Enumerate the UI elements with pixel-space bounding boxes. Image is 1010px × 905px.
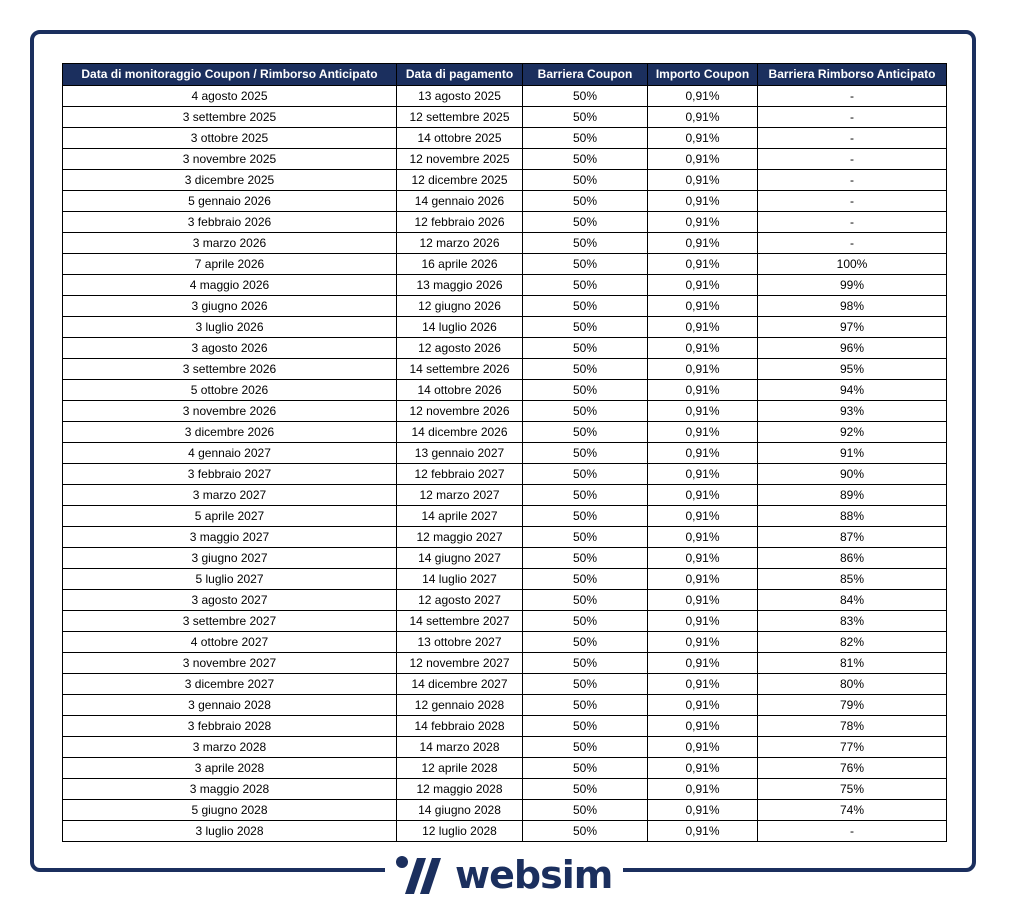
cell-coupon-barrier: 50%: [523, 401, 648, 422]
cell-payment-date: 14 dicembre 2027: [397, 674, 523, 695]
table-row: [63, 506, 947, 527]
cell-coupon-amount: 0,91%: [648, 821, 758, 842]
cell-coupon-amount: 0,91%: [648, 758, 758, 779]
cell-coupon-barrier: 50%: [523, 674, 648, 695]
table-row: [63, 107, 947, 128]
cell-payment-date: 12 maggio 2028: [397, 779, 523, 800]
cell-coupon-amount: 0,91%: [648, 674, 758, 695]
cell-coupon-amount: 0,91%: [648, 737, 758, 758]
cell-early-redemption-barrier: 95%: [758, 359, 947, 380]
cell-monitoring-date: 3 aprile 2028: [63, 758, 397, 779]
cell-monitoring-date: 3 agosto 2027: [63, 590, 397, 611]
logo-text: websim: [455, 853, 613, 897]
table-header-row: [63, 64, 947, 86]
cell-payment-date: 14 gennaio 2026: [397, 191, 523, 212]
cell-payment-date: 13 gennaio 2027: [397, 443, 523, 464]
table-row: [63, 758, 947, 779]
cell-coupon-amount: 0,91%: [648, 716, 758, 737]
cell-coupon-amount: 0,91%: [648, 296, 758, 317]
cell-coupon-barrier: 50%: [523, 569, 648, 590]
cell-monitoring-date: 5 aprile 2027: [63, 506, 397, 527]
cell-coupon-amount: 0,91%: [648, 695, 758, 716]
cell-coupon-amount: 0,91%: [648, 170, 758, 191]
cell-payment-date: 12 agosto 2026: [397, 338, 523, 359]
cell-monitoring-date: 5 ottobre 2026: [63, 380, 397, 401]
cell-monitoring-date: 3 ottobre 2025: [63, 128, 397, 149]
cell-monitoring-date: 4 agosto 2025: [63, 86, 397, 107]
table-row: [63, 254, 947, 275]
cell-coupon-amount: 0,91%: [648, 506, 758, 527]
cell-coupon-amount: 0,91%: [648, 254, 758, 275]
cell-early-redemption-barrier: -: [758, 128, 947, 149]
table-row: [63, 422, 947, 443]
cell-coupon-amount: 0,91%: [648, 212, 758, 233]
cell-monitoring-date: 3 dicembre 2027: [63, 674, 397, 695]
cell-coupon-amount: 0,91%: [648, 401, 758, 422]
cell-coupon-amount: 0,91%: [648, 128, 758, 149]
cell-payment-date: 13 ottobre 2027: [397, 632, 523, 653]
cell-early-redemption-barrier: -: [758, 233, 947, 254]
cell-payment-date: 12 dicembre 2025: [397, 170, 523, 191]
cell-payment-date: 14 luglio 2026: [397, 317, 523, 338]
cell-coupon-barrier: 50%: [523, 128, 648, 149]
cell-coupon-barrier: 50%: [523, 653, 648, 674]
cell-early-redemption-barrier: 90%: [758, 464, 947, 485]
cell-monitoring-date: 3 giugno 2026: [63, 296, 397, 317]
cell-coupon-amount: 0,91%: [648, 275, 758, 296]
cell-early-redemption-barrier: 76%: [758, 758, 947, 779]
cell-payment-date: 14 luglio 2027: [397, 569, 523, 590]
cell-coupon-barrier: 50%: [523, 275, 648, 296]
table-row: [63, 86, 947, 107]
cell-monitoring-date: 4 maggio 2026: [63, 275, 397, 296]
cell-monitoring-date: 4 ottobre 2027: [63, 632, 397, 653]
cell-coupon-barrier: 50%: [523, 737, 648, 758]
table-row: [63, 401, 947, 422]
table-row: [63, 170, 947, 191]
table-row: [63, 569, 947, 590]
cell-payment-date: 14 febbraio 2028: [397, 716, 523, 737]
cell-payment-date: 12 febbraio 2026: [397, 212, 523, 233]
cell-coupon-barrier: 50%: [523, 443, 648, 464]
cell-monitoring-date: 5 giugno 2028: [63, 800, 397, 821]
cell-monitoring-date: 3 marzo 2027: [63, 485, 397, 506]
cell-coupon-barrier: 50%: [523, 191, 648, 212]
cell-coupon-amount: 0,91%: [648, 233, 758, 254]
cell-coupon-amount: 0,91%: [648, 653, 758, 674]
websim-logo-icon: [395, 854, 445, 896]
cell-coupon-amount: 0,91%: [648, 317, 758, 338]
cell-early-redemption-barrier: -: [758, 191, 947, 212]
header-monitoring-date: Data di monitoraggio Coupon / Rimborso Anticipato: [63, 64, 397, 86]
cell-payment-date: 12 settembre 2025: [397, 107, 523, 128]
cell-coupon-barrier: 50%: [523, 527, 648, 548]
cell-early-redemption-barrier: 74%: [758, 800, 947, 821]
cell-early-redemption-barrier: 91%: [758, 443, 947, 464]
cell-payment-date: 13 agosto 2025: [397, 86, 523, 107]
cell-monitoring-date: 4 gennaio 2027: [63, 443, 397, 464]
cell-early-redemption-barrier: 82%: [758, 632, 947, 653]
cell-payment-date: 12 novembre 2026: [397, 401, 523, 422]
cell-monitoring-date: 7 aprile 2026: [63, 254, 397, 275]
cell-early-redemption-barrier: 89%: [758, 485, 947, 506]
cell-coupon-barrier: 50%: [523, 380, 648, 401]
cell-early-redemption-barrier: 83%: [758, 611, 947, 632]
table-row: [63, 716, 947, 737]
cell-monitoring-date: 3 febbraio 2027: [63, 464, 397, 485]
cell-coupon-barrier: 50%: [523, 611, 648, 632]
cell-coupon-amount: 0,91%: [648, 380, 758, 401]
cell-monitoring-date: 3 febbraio 2026: [63, 212, 397, 233]
cell-monitoring-date: 3 novembre 2027: [63, 653, 397, 674]
cell-coupon-barrier: 50%: [523, 338, 648, 359]
cell-coupon-amount: 0,91%: [648, 86, 758, 107]
cell-monitoring-date: 3 settembre 2026: [63, 359, 397, 380]
cell-monitoring-date: 3 dicembre 2026: [63, 422, 397, 443]
cell-payment-date: 14 dicembre 2026: [397, 422, 523, 443]
table-row: [63, 674, 947, 695]
cell-early-redemption-barrier: 88%: [758, 506, 947, 527]
header-coupon-amount: Importo Coupon: [648, 64, 758, 86]
cell-monitoring-date: 3 novembre 2025: [63, 149, 397, 170]
table-row: [63, 464, 947, 485]
cell-early-redemption-barrier: 77%: [758, 737, 947, 758]
table-row: [63, 191, 947, 212]
cell-coupon-amount: 0,91%: [648, 800, 758, 821]
cell-coupon-barrier: 50%: [523, 821, 648, 842]
cell-payment-date: 12 marzo 2026: [397, 233, 523, 254]
cell-monitoring-date: 3 giugno 2027: [63, 548, 397, 569]
cell-coupon-barrier: 50%: [523, 149, 648, 170]
cell-early-redemption-barrier: -: [758, 212, 947, 233]
cell-coupon-barrier: 50%: [523, 107, 648, 128]
cell-coupon-amount: 0,91%: [648, 569, 758, 590]
cell-coupon-barrier: 50%: [523, 464, 648, 485]
table-row: [63, 527, 947, 548]
cell-coupon-amount: 0,91%: [648, 485, 758, 506]
cell-monitoring-date: 3 marzo 2028: [63, 737, 397, 758]
cell-coupon-barrier: 50%: [523, 695, 648, 716]
cell-coupon-barrier: 50%: [523, 359, 648, 380]
cell-coupon-barrier: 50%: [523, 779, 648, 800]
cell-payment-date: 14 settembre 2026: [397, 359, 523, 380]
cell-monitoring-date: 3 settembre 2025: [63, 107, 397, 128]
table-row: [63, 443, 947, 464]
cell-early-redemption-barrier: 85%: [758, 569, 947, 590]
table-row: [63, 632, 947, 653]
cell-coupon-amount: 0,91%: [648, 611, 758, 632]
cell-monitoring-date: 3 maggio 2028: [63, 779, 397, 800]
cell-early-redemption-barrier: 96%: [758, 338, 947, 359]
cell-coupon-amount: 0,91%: [648, 527, 758, 548]
cell-coupon-amount: 0,91%: [648, 149, 758, 170]
table-row: [63, 611, 947, 632]
cell-monitoring-date: 5 luglio 2027: [63, 569, 397, 590]
cell-coupon-barrier: 50%: [523, 716, 648, 737]
cell-coupon-amount: 0,91%: [648, 443, 758, 464]
cell-monitoring-date: 3 marzo 2026: [63, 233, 397, 254]
cell-monitoring-date: 3 febbraio 2028: [63, 716, 397, 737]
cell-early-redemption-barrier: 98%: [758, 296, 947, 317]
cell-coupon-barrier: 50%: [523, 254, 648, 275]
cell-coupon-amount: 0,91%: [648, 191, 758, 212]
cell-coupon-barrier: 50%: [523, 548, 648, 569]
table-row: [63, 695, 947, 716]
cell-early-redemption-barrier: 99%: [758, 275, 947, 296]
cell-coupon-amount: 0,91%: [648, 338, 758, 359]
cell-coupon-amount: 0,91%: [648, 359, 758, 380]
cell-coupon-barrier: 50%: [523, 758, 648, 779]
table-row: [63, 149, 947, 170]
header-early-redemption-barrier: Barriera Rimborso Anticipato: [758, 64, 947, 86]
cell-payment-date: 12 giugno 2026: [397, 296, 523, 317]
cell-payment-date: 12 marzo 2027: [397, 485, 523, 506]
cell-coupon-barrier: 50%: [523, 422, 648, 443]
cell-payment-date: 13 maggio 2026: [397, 275, 523, 296]
header-coupon-barrier: Barriera Coupon: [523, 64, 648, 86]
cell-early-redemption-barrier: -: [758, 170, 947, 191]
cell-early-redemption-barrier: 78%: [758, 716, 947, 737]
table-row: [63, 128, 947, 149]
cell-payment-date: 12 novembre 2025: [397, 149, 523, 170]
cell-coupon-amount: 0,91%: [648, 548, 758, 569]
cell-early-redemption-barrier: 79%: [758, 695, 947, 716]
cell-coupon-amount: 0,91%: [648, 422, 758, 443]
cell-coupon-amount: 0,91%: [648, 464, 758, 485]
cell-early-redemption-barrier: 75%: [758, 779, 947, 800]
websim-logo: [395, 850, 612, 900]
cell-early-redemption-barrier: 81%: [758, 653, 947, 674]
table-row: [63, 233, 947, 254]
cell-payment-date: 12 luglio 2028: [397, 821, 523, 842]
cell-coupon-barrier: 50%: [523, 233, 648, 254]
cell-payment-date: 12 agosto 2027: [397, 590, 523, 611]
table-row: [63, 800, 947, 821]
cell-early-redemption-barrier: 97%: [758, 317, 947, 338]
cell-early-redemption-barrier: -: [758, 86, 947, 107]
cell-early-redemption-barrier: 92%: [758, 422, 947, 443]
cell-payment-date: 16 aprile 2026: [397, 254, 523, 275]
table-row: [63, 821, 947, 842]
cell-payment-date: 14 marzo 2028: [397, 737, 523, 758]
cell-early-redemption-barrier: -: [758, 149, 947, 170]
table-row: [63, 296, 947, 317]
table-row: [63, 548, 947, 569]
cell-monitoring-date: 3 novembre 2026: [63, 401, 397, 422]
cell-coupon-barrier: 50%: [523, 170, 648, 191]
cell-payment-date: 12 maggio 2027: [397, 527, 523, 548]
cell-coupon-amount: 0,91%: [648, 632, 758, 653]
cell-payment-date: 14 settembre 2027: [397, 611, 523, 632]
cell-early-redemption-barrier: -: [758, 107, 947, 128]
schedule-table: [62, 63, 947, 842]
cell-monitoring-date: 3 dicembre 2025: [63, 170, 397, 191]
cell-early-redemption-barrier: 100%: [758, 254, 947, 275]
table-row: [63, 212, 947, 233]
cell-early-redemption-barrier: 87%: [758, 527, 947, 548]
cell-coupon-barrier: 50%: [523, 800, 648, 821]
table-row: [63, 338, 947, 359]
cell-early-redemption-barrier: 94%: [758, 380, 947, 401]
table-row: [63, 359, 947, 380]
cell-early-redemption-barrier: 84%: [758, 590, 947, 611]
cell-coupon-amount: 0,91%: [648, 590, 758, 611]
cell-coupon-barrier: 50%: [523, 317, 648, 338]
cell-early-redemption-barrier: 93%: [758, 401, 947, 422]
cell-monitoring-date: 3 luglio 2028: [63, 821, 397, 842]
cell-monitoring-date: 3 settembre 2027: [63, 611, 397, 632]
table-row: [63, 779, 947, 800]
cell-payment-date: 12 gennaio 2028: [397, 695, 523, 716]
table-row: [63, 275, 947, 296]
table-row: [63, 485, 947, 506]
cell-monitoring-date: 3 maggio 2027: [63, 527, 397, 548]
cell-payment-date: 14 giugno 2028: [397, 800, 523, 821]
cell-early-redemption-barrier: -: [758, 821, 947, 842]
cell-payment-date: 14 ottobre 2025: [397, 128, 523, 149]
cell-monitoring-date: 3 gennaio 2028: [63, 695, 397, 716]
cell-early-redemption-barrier: 80%: [758, 674, 947, 695]
cell-monitoring-date: 3 luglio 2026: [63, 317, 397, 338]
cell-payment-date: 14 aprile 2027: [397, 506, 523, 527]
table-row: [63, 380, 947, 401]
cell-coupon-barrier: 50%: [523, 590, 648, 611]
table-row: [63, 737, 947, 758]
cell-coupon-barrier: 50%: [523, 632, 648, 653]
cell-coupon-barrier: 50%: [523, 86, 648, 107]
table-row: [63, 317, 947, 338]
cell-early-redemption-barrier: 86%: [758, 548, 947, 569]
cell-payment-date: 12 novembre 2027: [397, 653, 523, 674]
table-row: [63, 590, 947, 611]
cell-payment-date: 14 ottobre 2026: [397, 380, 523, 401]
cell-payment-date: 14 giugno 2027: [397, 548, 523, 569]
cell-monitoring-date: 3 agosto 2026: [63, 338, 397, 359]
cell-coupon-barrier: 50%: [523, 485, 648, 506]
cell-coupon-amount: 0,91%: [648, 779, 758, 800]
cell-coupon-amount: 0,91%: [648, 107, 758, 128]
cell-coupon-barrier: 50%: [523, 212, 648, 233]
table-body: [63, 86, 947, 842]
cell-coupon-barrier: 50%: [523, 296, 648, 317]
cell-payment-date: 12 aprile 2028: [397, 758, 523, 779]
cell-monitoring-date: 5 gennaio 2026: [63, 191, 397, 212]
cell-coupon-barrier: 50%: [523, 506, 648, 527]
table-row: [63, 653, 947, 674]
header-payment-date: Data di pagamento: [397, 64, 523, 86]
cell-payment-date: 12 febbraio 2027: [397, 464, 523, 485]
